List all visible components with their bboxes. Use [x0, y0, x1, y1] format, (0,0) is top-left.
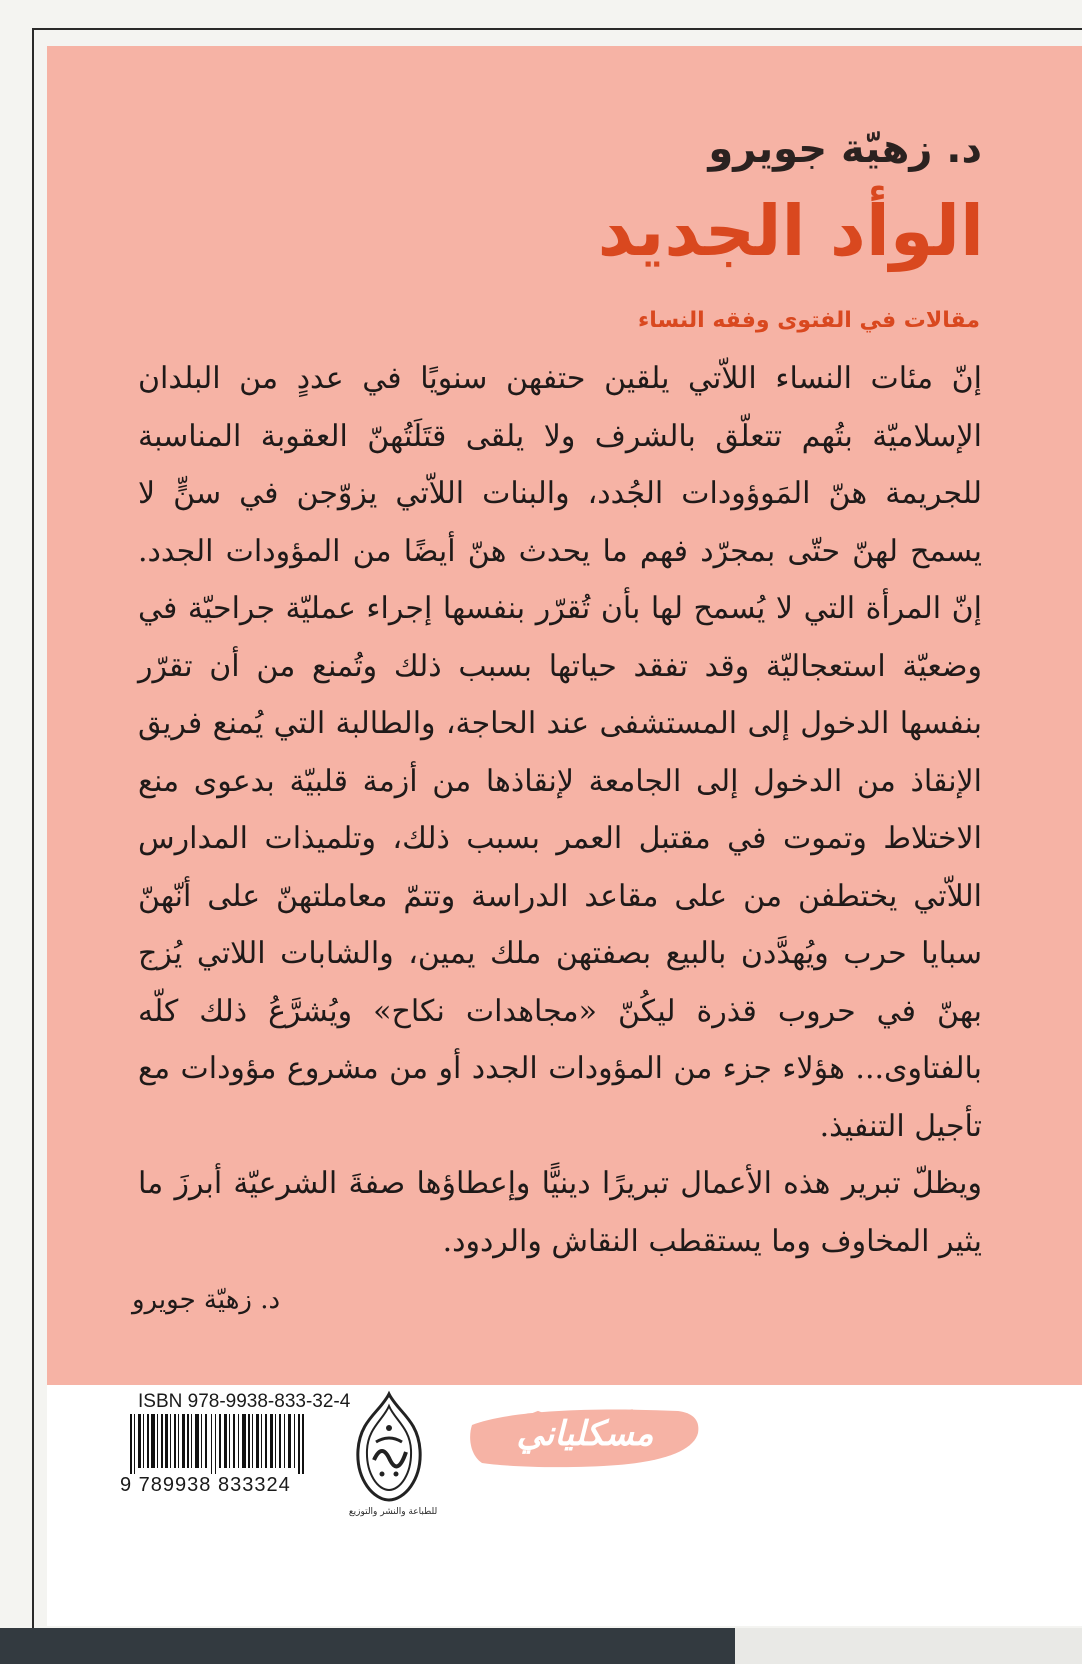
blurb-paragraph-1: إنّ مئات النساء اللاّتي يلقين حتفهن سنويًا في عددٍ من البلدان الإسلاميّة بتُهم تتعلّق بالشرف ولا يلقى قتَلَتُهنّ العقوبة المناسبة للجريمة هنّ المَوؤودات الجُدد، والبنات اللاّتي يزوّجن في سنٍّ لا يسمح لهنّ حتّى بمجرّد فهم ما يحدث هنّ أيضًا من المؤودات الجدد. إنّ المرأة التي لا يُسمح لها بأن تُقرّر بنفسها إجراء عمليّة جراحيّة في وضعيّة استعجاليّة وقد تفقد حياتها بسبب ذلك وتُمنع من أن تقرّر بنفسها الدخول إلى المستشفى عند الحاجة، والطالبة التي يُمنع فريق الإنقاذ من الدخول إلى الجامعة لإنقاذها من أزمة قلبيّة بدعوى منع الاختلاط وتموت في مقتبل العمر بسبب ذلك، وتلميذات المدارس اللاّتي يختطفن من على مقاعد الدراسة وتتمّ معاملتهنّ على أنّهنّ سبايا حرب ويُهدَّدن بالبيع بصفتهن ملك يمين، والشابات اللاتي يُزج بهنّ في حروب قذرة ليكُنّ «مجاهدات نكاح» ويُشرَّعُ ذلك كلّه بالفتاوى... هؤلاء جزء من المؤودات الجدد أو من مشروع مؤودات مع تأجيل التنفيذ. [138, 361, 982, 1144]
isbn-label: ISBN 978-9938-833-32-4 [138, 1391, 351, 1412]
book-subtitle: مقالات في الفتوى وفقه النساء [637, 308, 980, 333]
imprint-name: مسكلياني [516, 1414, 654, 1454]
bottom-light-band [735, 1628, 1082, 1664]
publisher-logo-icon [350, 1390, 428, 1505]
barcode-bars [130, 1414, 305, 1474]
author-name: د. زهيّة جويرو [708, 126, 982, 172]
blurb-text [138, 350, 982, 1270]
blurb-paragraph-2: ويظلّ تبرير هذه الأعمال تبريرًا دينيًّا وإعطاؤها صفةَ الشرعيّة أبرزَ ما يثير المخاوف وما يستقطب النقاش والردود. [138, 1166, 982, 1259]
book-title: الوأد الجديد [597, 190, 984, 272]
barcode-digits: 9 789938 833324 [120, 1474, 291, 1496]
blurb-signature: د. زهيّة جويرو [132, 1285, 281, 1315]
bottom-dark-band [0, 1628, 735, 1664]
publisher-tagline: للطباعة والنشر والتوزيع [348, 1507, 438, 1517]
